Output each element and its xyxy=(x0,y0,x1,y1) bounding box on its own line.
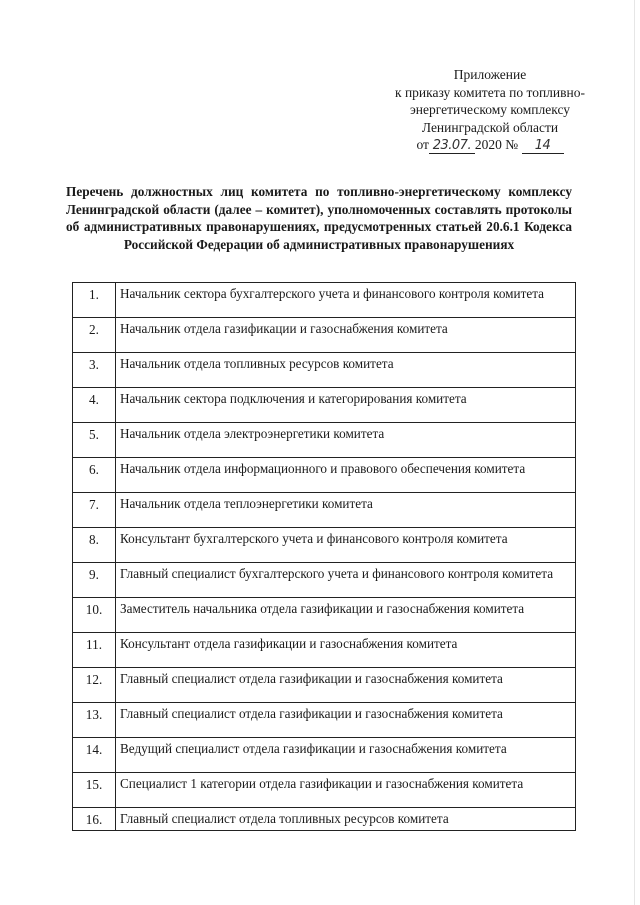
row-number: 2. xyxy=(73,318,116,353)
officials-table xyxy=(72,282,576,831)
row-number: 4. xyxy=(73,388,116,423)
position-title: Главный специалист отдела топливных ресурсов комитета xyxy=(116,808,576,831)
appendix-order-line: к приказу комитета по топливно- xyxy=(395,84,585,100)
row-number: 8. xyxy=(73,528,116,563)
row-number: 10. xyxy=(73,598,116,633)
position-title: Консультант отдела газификации и газоснабжения комитета xyxy=(116,633,576,668)
position-title: Главный специалист отдела газификации и газоснабжения комитета xyxy=(116,703,576,738)
handwritten-date: 23.07. xyxy=(429,139,475,154)
row-number: 1. xyxy=(73,283,116,318)
table-row xyxy=(73,773,576,808)
table-row xyxy=(73,738,576,773)
position-title: Начальник отдела информационного и правового обеспечения комитета xyxy=(116,458,576,493)
table-row xyxy=(73,633,576,668)
position-title: Начальник сектора подключения и категорирования комитета xyxy=(116,388,576,423)
position-title: Специалист 1 категории отдела газификации и газоснабжения комитета xyxy=(116,773,576,808)
date-prefix: от xyxy=(416,137,429,152)
position-title: Заместитель начальника отдела газификации и газоснабжения комитета xyxy=(116,598,576,633)
table-row xyxy=(73,458,576,493)
position-title: Главный специалист бухгалтерского учета и финансового контроля комитета xyxy=(116,563,576,598)
row-number: 6. xyxy=(73,458,116,493)
appendix-date-line xyxy=(380,136,600,154)
handwritten-order-number: 14 xyxy=(522,139,564,154)
row-number: 3. xyxy=(73,353,116,388)
position-title: Начальник сектора бухгалтерского учета и финансового контроля комитета xyxy=(116,283,576,318)
row-number: 9. xyxy=(73,563,116,598)
appendix-committee-line: энергетическому комплексу xyxy=(409,102,571,117)
position-title: Начальник отдела газификации и газоснабжения комитета xyxy=(116,318,576,353)
table-row xyxy=(73,563,576,598)
row-number: 14. xyxy=(73,738,116,773)
position-title: Главный специалист отдела газификации и газоснабжения комитета xyxy=(116,668,576,703)
position-title: Ведущий специалист отдела газификации и газоснабжения комитета xyxy=(116,738,576,773)
table-row xyxy=(73,388,576,423)
row-number: 15. xyxy=(73,773,116,808)
year-number-label: 2020 № xyxy=(474,137,519,152)
row-number: 7. xyxy=(73,493,116,528)
scan-edge xyxy=(634,0,635,905)
table-row xyxy=(73,318,576,353)
table-row xyxy=(73,808,576,831)
table-row xyxy=(73,528,576,563)
row-number: 13. xyxy=(73,703,116,738)
appendix-region-line: Ленинградской области xyxy=(421,119,559,135)
table-row xyxy=(73,423,576,458)
position-title: Начальник отдела электроэнергетики комитета xyxy=(116,423,576,458)
table-row xyxy=(73,703,576,738)
position-title: Начальник отдела топливных ресурсов комитета xyxy=(116,353,576,388)
appendix-label: Приложение xyxy=(453,67,527,82)
table-row xyxy=(73,493,576,528)
table-row xyxy=(73,598,576,633)
table-row xyxy=(73,283,576,318)
row-number: 12. xyxy=(73,668,116,703)
row-number: 16. xyxy=(73,808,116,831)
table-row xyxy=(73,668,576,703)
row-number: 11. xyxy=(73,633,116,668)
position-title: Начальник отдела теплоэнергетики комитета xyxy=(116,493,576,528)
document-title: Перечень должностных лиц комитета по топливно-энергетическому комплексу Ленинградской области (далее – комитет), уполномоченных составлять протоколы об административных правонарушениях, предусмотренных статьей 20.6.1 Кодекса Российской Федерации об административных правонарушениях xyxy=(66,184,572,252)
row-number: 5. xyxy=(73,423,116,458)
table-row xyxy=(73,353,576,388)
position-title: Консультант бухгалтерского учета и финансового контроля комитета xyxy=(116,528,576,563)
appendix-header xyxy=(380,66,600,154)
